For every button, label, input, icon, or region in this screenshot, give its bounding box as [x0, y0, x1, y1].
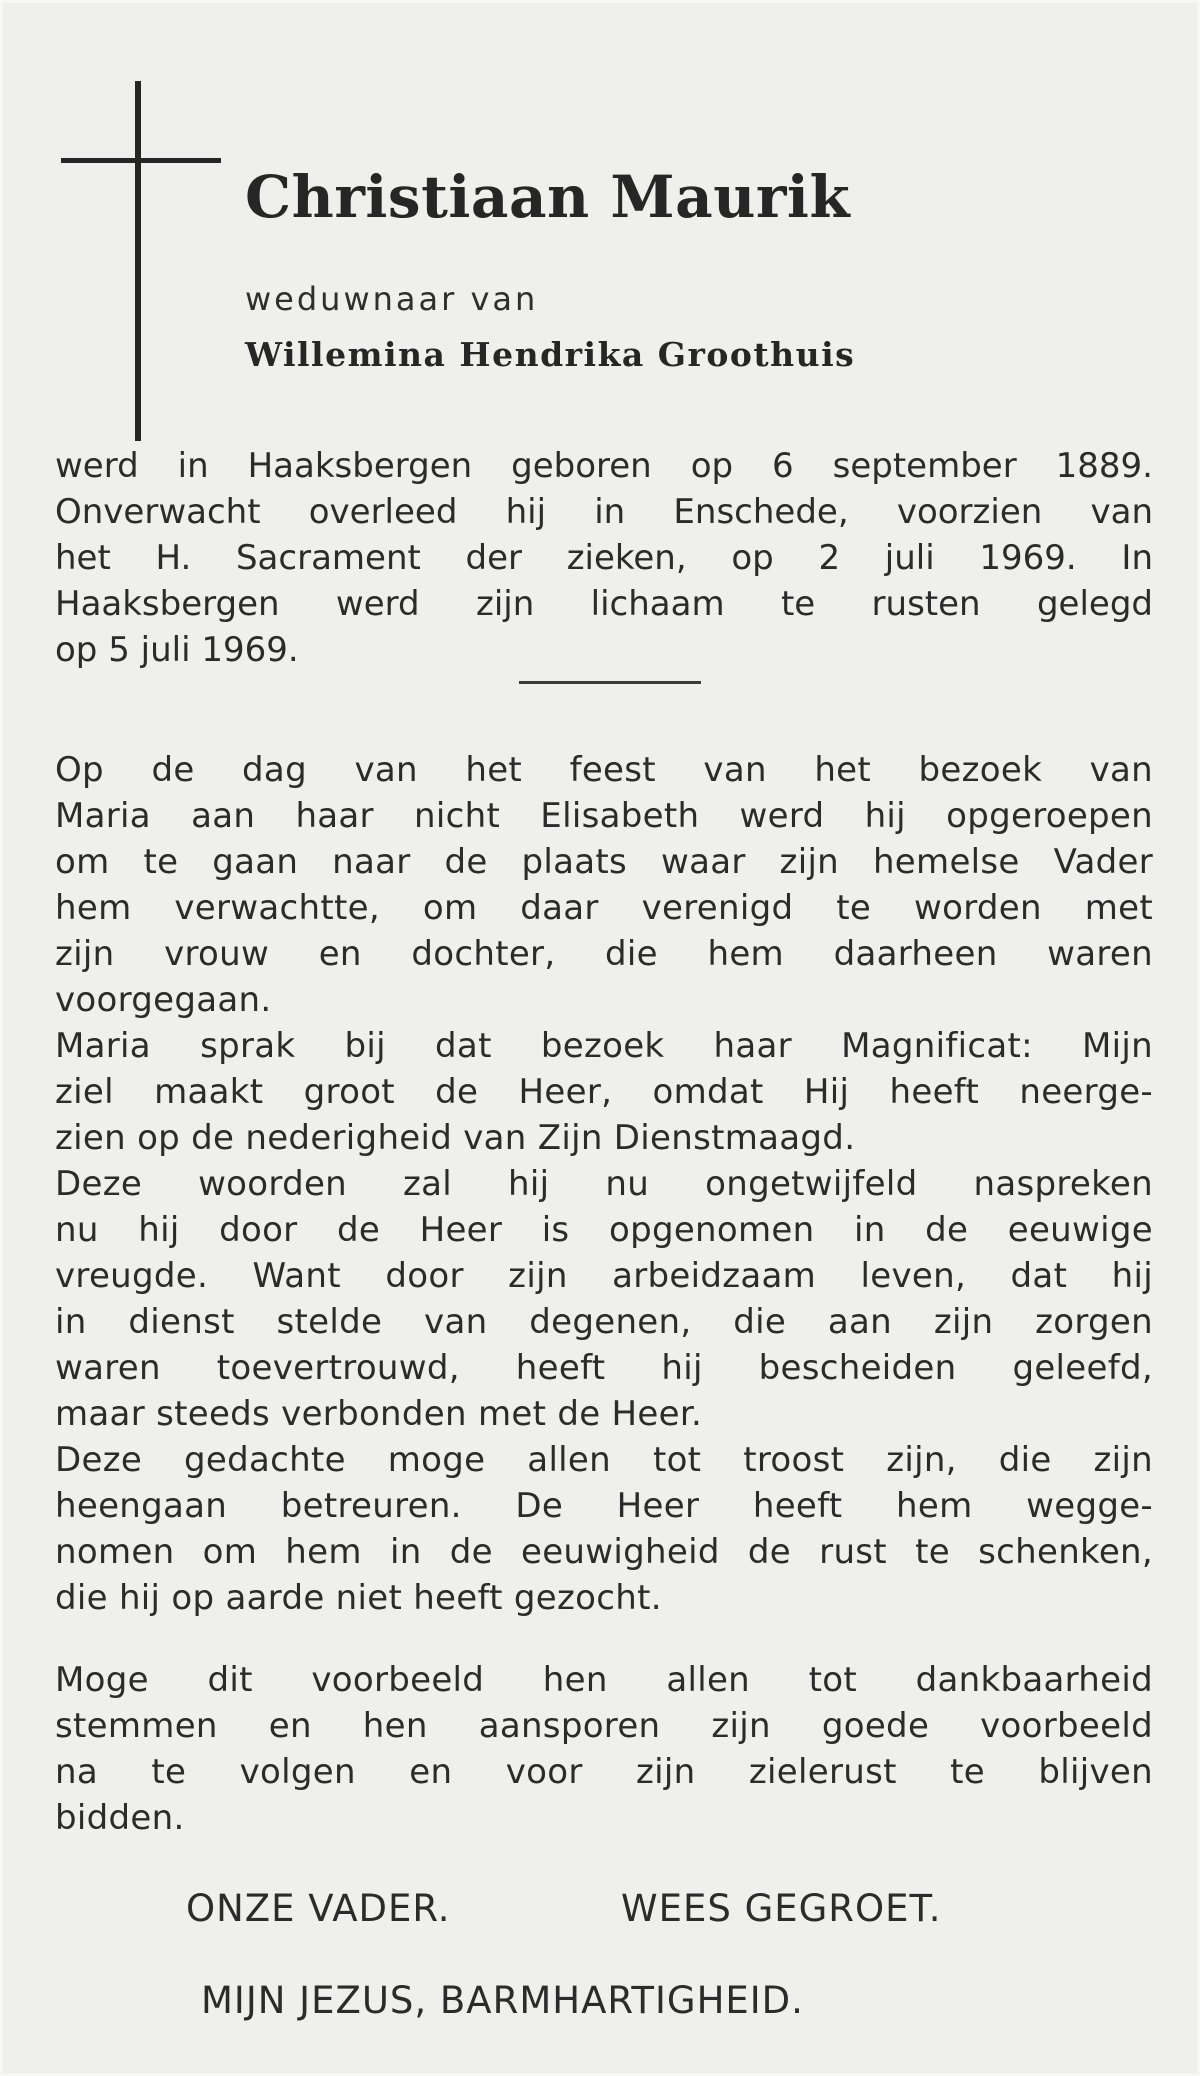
- text-line: het H. Sacrament der zieken, op 2 juli 1969. In: [55, 538, 1153, 578]
- text-line: Op de dag van het feest van het bezoek van: [55, 750, 1153, 790]
- prayer-hail-mary: WEES GEGROET.: [621, 1887, 942, 1930]
- closing-paragraph: [55, 1657, 1153, 1841]
- text-line: om te gaan naar de plaats waar zijn hemelse Vader: [55, 842, 1153, 882]
- text-line: Moge dit voorbeeld hen allen tot dankbaarheid: [55, 1660, 1153, 1700]
- widower-label: weduwnaar van: [245, 280, 539, 318]
- spouse-name: Willemina Hendrika Groothuis: [245, 335, 856, 374]
- text-line: waren toevertrouwd, heeft hij bescheiden geleefd,: [55, 1348, 1153, 1388]
- text-line: ziel maakt groot de Heer, omdat Hij heeft neerge-: [55, 1072, 1153, 1112]
- text-line: werd in Haaksbergen geboren op 6 september 1889.: [55, 446, 1153, 486]
- text-line: stemmen en hen aansporen zijn goede voorbeeld: [55, 1706, 1153, 1746]
- text-line: Deze woorden zal hij nu ongetwijfeld naspreken: [55, 1164, 1153, 1204]
- text-line: zijn vrouw en dochter, die hem daarheen waren: [55, 934, 1153, 974]
- text-line: bidden.: [55, 1798, 185, 1838]
- cross-icon: [135, 81, 141, 441]
- text-line: Maria aan haar nicht Elisabeth werd hij opgeroepen: [55, 796, 1153, 836]
- text-line: heengaan betreuren. De Heer heeft hem wegge-: [55, 1486, 1153, 1526]
- text-line: op 5 juli 1969.: [55, 630, 299, 670]
- text-line: die hij op aarde niet heeft gezocht.: [55, 1578, 662, 1618]
- text-line: nu hij door de Heer is opgenomen in de eeuwige: [55, 1210, 1153, 1250]
- text-line: Onverwacht overleed hij in Enschede, voorzien van: [55, 492, 1153, 532]
- text-line: voorgegaan.: [55, 980, 272, 1020]
- divider-line: [519, 681, 701, 684]
- deceased-name: Christiaan Maurik: [245, 163, 851, 231]
- text-line: maar steeds verbonden met de Heer.: [55, 1394, 703, 1434]
- text-line: nomen om hem in de eeuwigheid de rust te schenken,: [55, 1532, 1153, 1572]
- text-line: Maria sprak bij dat bezoek haar Magnificat: Mijn: [55, 1026, 1153, 1066]
- cross-icon-bar: [61, 158, 221, 163]
- text-line: Deze gedachte moge allen tot troost zijn, die zijn: [55, 1440, 1153, 1480]
- prayer-mercy: MIJN JEZUS, BARMHARTIGHEID.: [201, 1979, 804, 2022]
- biography-paragraph: [55, 443, 1153, 673]
- prayer-our-father: ONZE VADER.: [186, 1887, 451, 1930]
- text-line: hem verwachtte, om daar verenigd te worden met: [55, 888, 1153, 928]
- text-line: in dienst stelde van degenen, die aan zijn zorgen: [55, 1302, 1153, 1342]
- reflection-paragraph: [55, 747, 1153, 1621]
- text-line: zien op de nederigheid van Zijn Dienstmaagd.: [55, 1118, 856, 1158]
- text-line: na te volgen en voor zijn zielerust te blijven: [55, 1752, 1153, 1792]
- text-line: Haaksbergen werd zijn lichaam te rusten gelegd: [55, 584, 1153, 624]
- text-line: vreugde. Want door zijn arbeidzaam leven, dat hij: [55, 1256, 1153, 1296]
